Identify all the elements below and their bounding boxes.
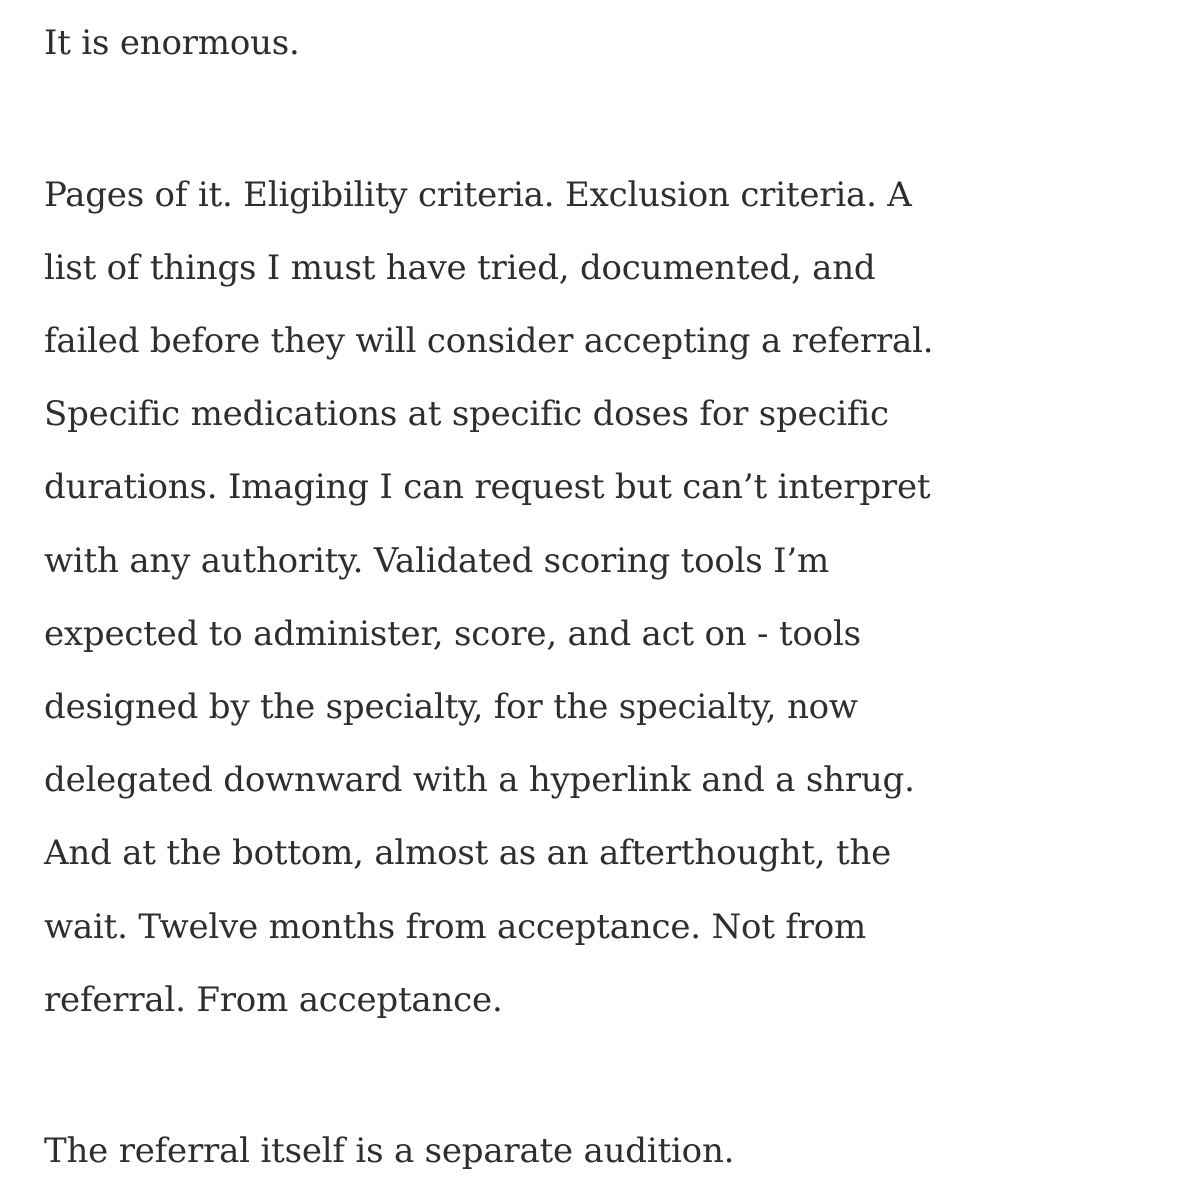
text-line: expected to administer, score, and act on - tools [44,614,861,654]
text-line: with any authority. Validated scoring tools I’m [44,541,830,581]
text-line: wait. Twelve months from acceptance. Not from [44,907,867,947]
text-line: failed before they will consider accepting a referral. [44,321,934,361]
text-line: The referral itself is a separate audition. [44,1131,735,1171]
text-line: It is enormous. [44,23,300,63]
text-line: durations. Imaging I can request but can’t interpret [44,467,931,507]
text-line: designed by the specialty, for the specialty, now [44,687,858,727]
text-line: Specific medications at specific doses for specific [44,394,889,434]
text-line: referral. From acceptance. [44,980,503,1020]
text-line: list of things I must have tried, documented, and [44,248,876,288]
text-line: Pages of it. Eligibility criteria. Exclusion criteria. A [44,175,912,215]
text-line: And at the bottom, almost as an afterthought, the [44,833,892,873]
text-line: delegated downward with a hyperlink and a shrug. [44,760,915,800]
